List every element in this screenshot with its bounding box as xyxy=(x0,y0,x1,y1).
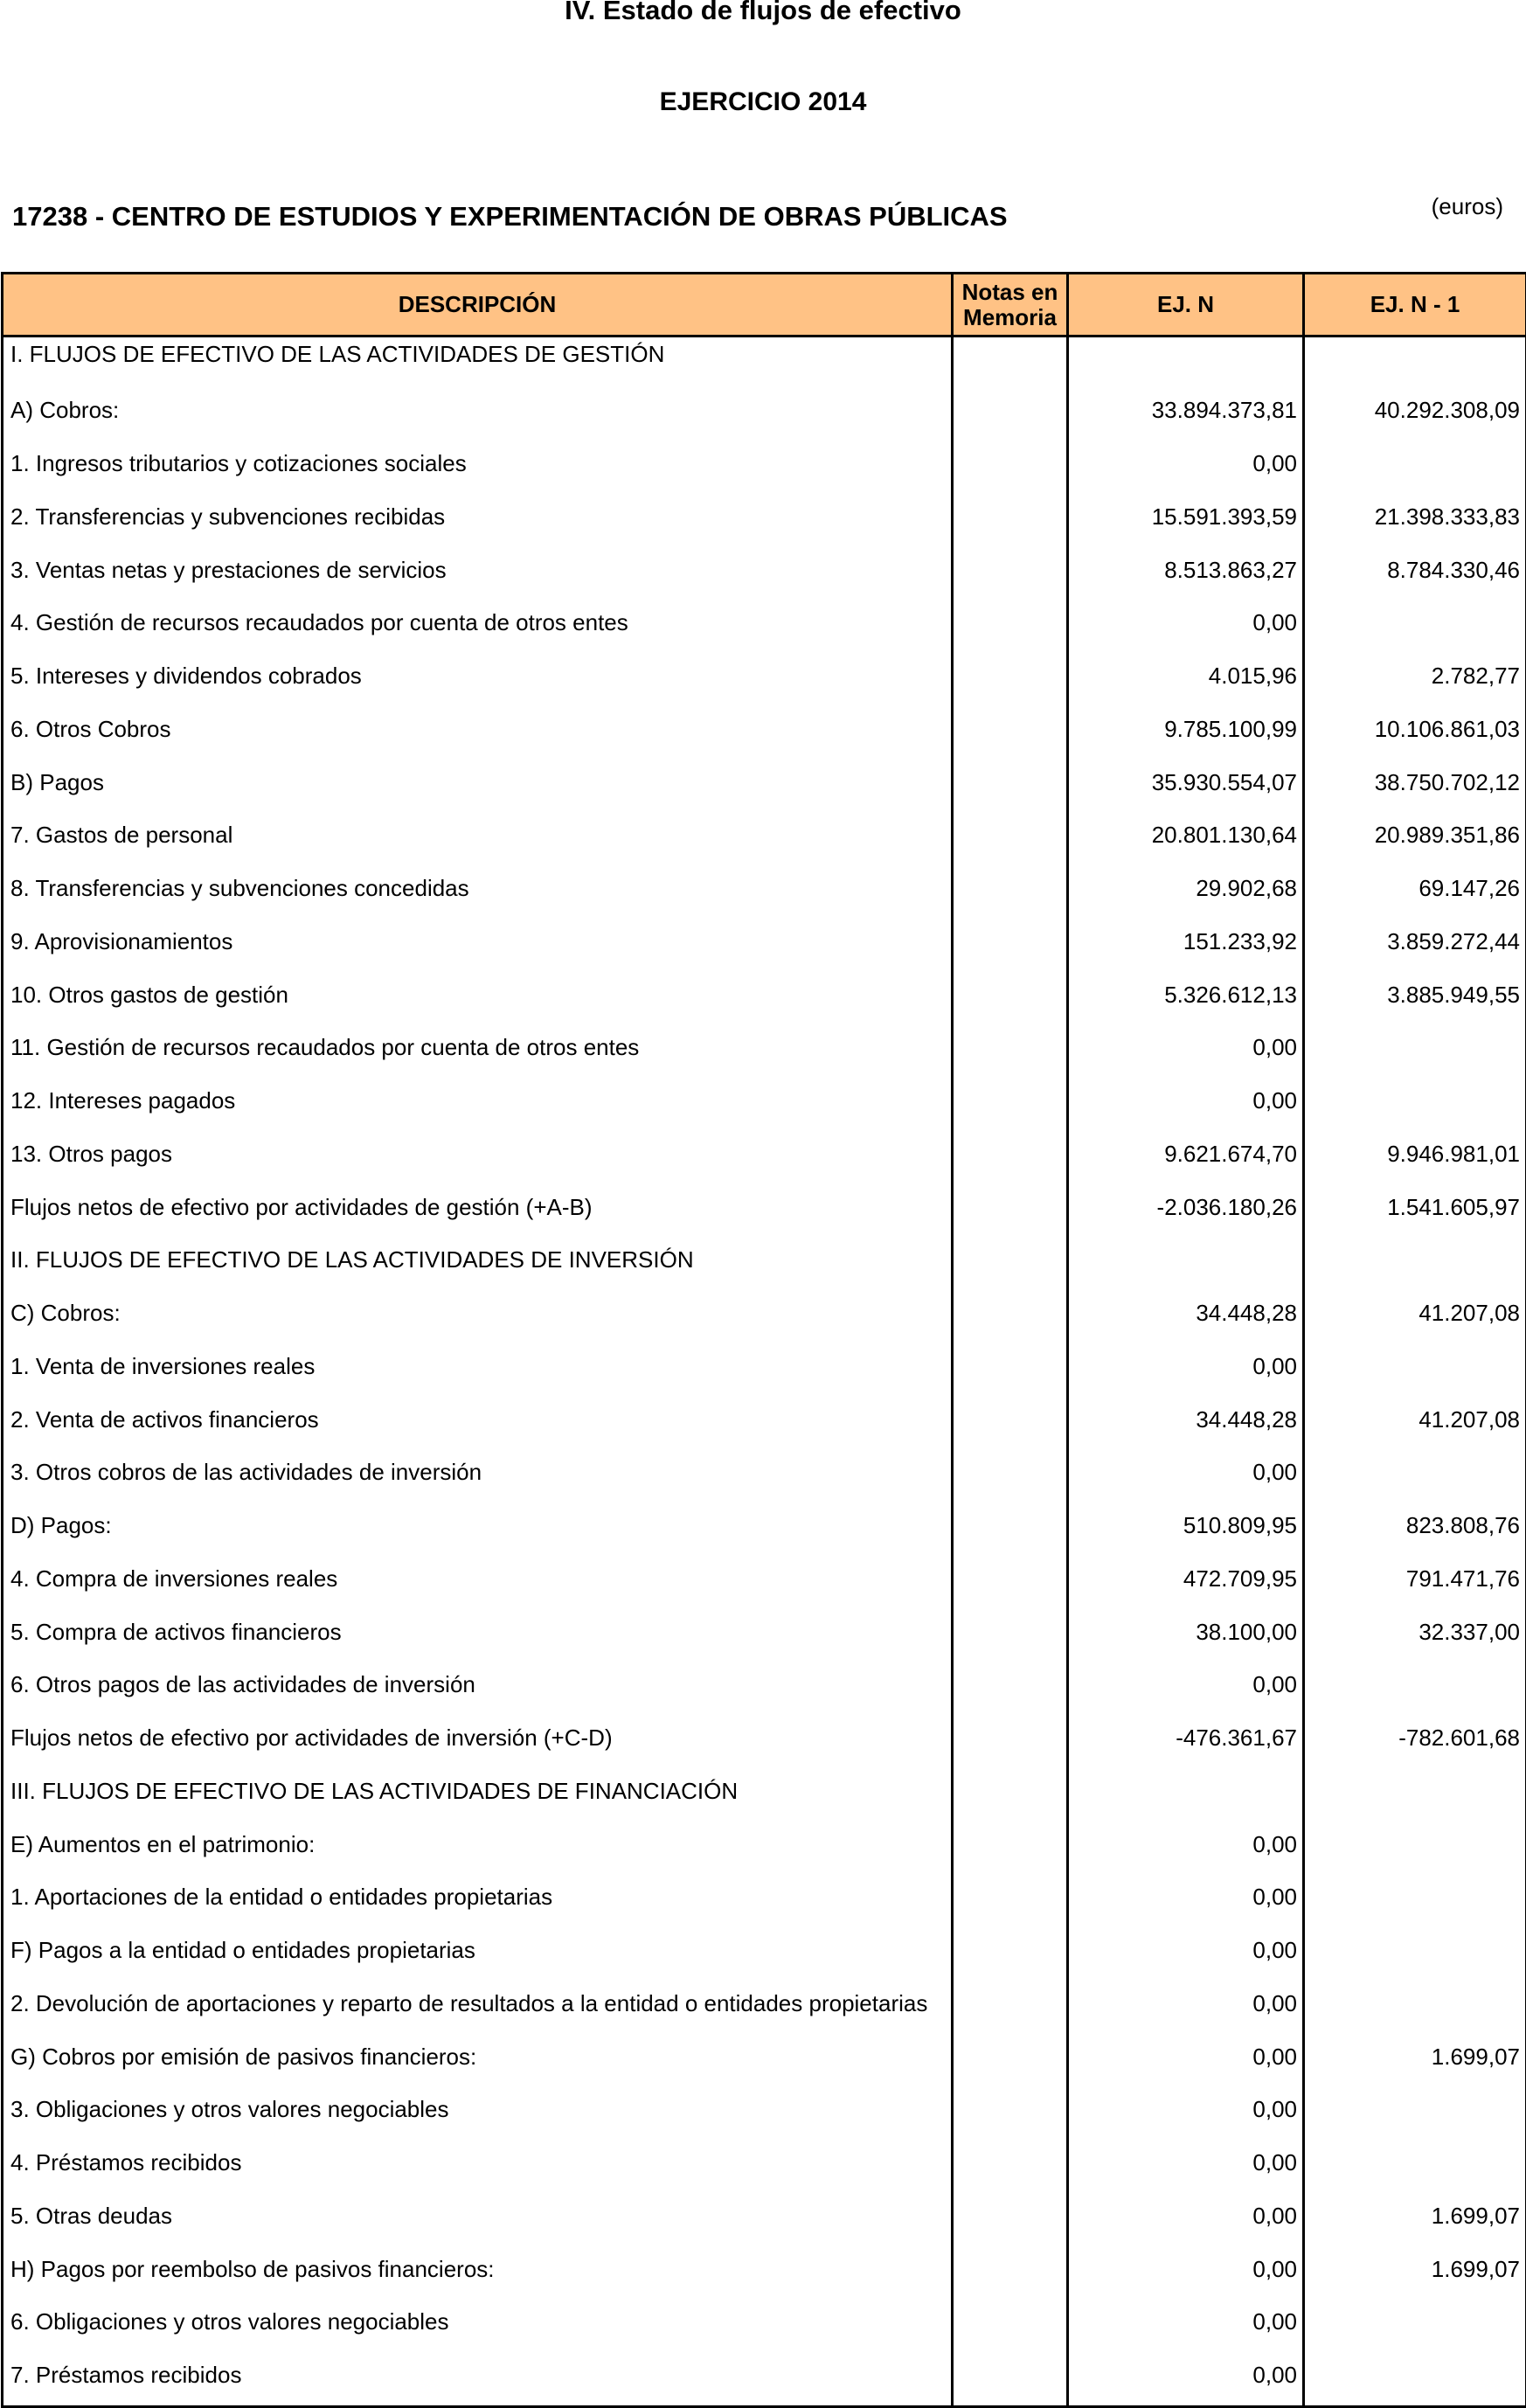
row-notes xyxy=(953,2141,1068,2195)
table-row xyxy=(3,2354,1526,2407)
row-value-prior-year: 32.337,00 xyxy=(1304,1611,1526,1664)
row-description: H) Pagos por reembolso de pasivos financieros: xyxy=(3,2248,953,2301)
row-value-prior-year xyxy=(1304,2141,1526,2195)
row-value-current-year: 9.621.674,70 xyxy=(1068,1133,1304,1186)
row-notes xyxy=(953,1876,1068,1929)
row-value-prior-year xyxy=(1304,1026,1526,1079)
row-value-current-year: 0,00 xyxy=(1068,1345,1304,1398)
row-value-current-year: 15.591.393,59 xyxy=(1068,496,1304,549)
table-row xyxy=(3,761,1526,815)
row-description: E) Aumentos en el patrimonio: xyxy=(3,1823,953,1877)
row-value-current-year: 0,00 xyxy=(1068,1663,1304,1717)
table-row xyxy=(3,2248,1526,2301)
table-row xyxy=(3,2141,1526,2195)
row-notes xyxy=(953,920,1068,974)
row-description: I. FLUJOS DE EFECTIVO DE LAS ACTIVIDADES DE GESTIÓN xyxy=(3,337,953,390)
row-notes xyxy=(953,1770,1068,1823)
row-value-prior-year xyxy=(1304,1239,1526,1292)
table-row xyxy=(3,2195,1526,2248)
table-row xyxy=(3,1982,1526,2036)
column-header-description: DESCRIPCIÓN xyxy=(3,274,953,337)
table-row xyxy=(3,814,1526,867)
table-row xyxy=(3,389,1526,442)
row-description: II. FLUJOS DE EFECTIVO DE LAS ACTIVIDADES DE INVERSIÓN xyxy=(3,1239,953,1292)
row-notes xyxy=(953,1026,1068,1079)
row-notes xyxy=(953,1929,1068,1982)
row-description: 7. Préstamos recibidos xyxy=(3,2354,953,2407)
row-description: 4. Gestión de recursos recaudados por cuenta de otros entes xyxy=(3,601,953,655)
row-notes xyxy=(953,2248,1068,2301)
row-value-prior-year xyxy=(1304,337,1526,390)
column-header-notes-label: Notas en Memoria xyxy=(959,280,1062,330)
table-row xyxy=(3,1292,1526,1345)
row-value-prior-year xyxy=(1304,1451,1526,1504)
row-value-prior-year: 21.398.333,83 xyxy=(1304,496,1526,549)
row-value-prior-year xyxy=(1304,1079,1526,1133)
row-value-current-year: 20.801.130,64 xyxy=(1068,814,1304,867)
row-notes xyxy=(953,1345,1068,1398)
row-notes xyxy=(953,1079,1068,1133)
row-description: 5. Otras deudas xyxy=(3,2195,953,2248)
document-title: IV. Estado de flujos de efectivo xyxy=(0,0,1526,30)
table-row xyxy=(3,655,1526,708)
row-notes xyxy=(953,2195,1068,2248)
row-value-prior-year xyxy=(1304,1663,1526,1717)
row-description: 10. Otros gastos de gestión xyxy=(3,974,953,1027)
row-notes xyxy=(953,2300,1068,2354)
row-value-prior-year: 1.699,07 xyxy=(1304,2195,1526,2248)
row-notes xyxy=(953,814,1068,867)
row-description: 1. Ingresos tributarios y cotizaciones sociales xyxy=(3,442,953,496)
row-value-prior-year: 9.946.981,01 xyxy=(1304,1133,1526,1186)
row-value-prior-year xyxy=(1304,1345,1526,1398)
row-value-prior-year: 10.106.861,03 xyxy=(1304,708,1526,761)
row-notes xyxy=(953,708,1068,761)
row-notes xyxy=(953,1823,1068,1877)
row-notes xyxy=(953,1558,1068,1611)
row-value-prior-year: -782.601,68 xyxy=(1304,1717,1526,1770)
row-notes xyxy=(953,1982,1068,2036)
row-value-prior-year: 3.859.272,44 xyxy=(1304,920,1526,974)
row-description: 6. Obligaciones y otros valores negociables xyxy=(3,2300,953,2354)
row-value-prior-year xyxy=(1304,2354,1526,2407)
row-value-prior-year: 69.147,26 xyxy=(1304,867,1526,920)
row-value-current-year: 29.902,68 xyxy=(1068,867,1304,920)
row-notes xyxy=(953,761,1068,815)
row-notes xyxy=(953,1133,1068,1186)
table-row xyxy=(3,496,1526,549)
row-description: 3. Obligaciones y otros valores negociables xyxy=(3,2088,953,2141)
row-value-prior-year: 2.782,77 xyxy=(1304,655,1526,708)
row-value-prior-year xyxy=(1304,1770,1526,1823)
row-value-prior-year: 823.808,76 xyxy=(1304,1504,1526,1558)
table-row xyxy=(3,1345,1526,1398)
row-notes xyxy=(953,2036,1068,2089)
row-value-current-year: 0,00 xyxy=(1068,601,1304,655)
table-row xyxy=(3,2036,1526,2089)
row-notes xyxy=(953,1611,1068,1664)
row-notes xyxy=(953,1398,1068,1452)
row-description: 2. Transferencias y subvenciones recibidas xyxy=(3,496,953,549)
table-row xyxy=(3,549,1526,602)
currency-units: (euros) xyxy=(1432,191,1503,222)
row-value-current-year: 0,00 xyxy=(1068,1876,1304,1929)
row-notes xyxy=(953,1292,1068,1345)
row-value-current-year: 0,00 xyxy=(1068,2354,1304,2407)
row-value-prior-year xyxy=(1304,1929,1526,1982)
row-value-current-year: 0,00 xyxy=(1068,2195,1304,2248)
table-row xyxy=(3,2300,1526,2354)
column-header-notes xyxy=(953,274,1068,337)
row-value-prior-year: 40.292.308,09 xyxy=(1304,389,1526,442)
row-description: F) Pagos a la entidad o entidades propietarias xyxy=(3,1929,953,1982)
row-value-current-year: 8.513.863,27 xyxy=(1068,549,1304,602)
row-value-current-year: 0,00 xyxy=(1068,2036,1304,2089)
row-description: Flujos netos de efectivo por actividades de inversión (+C-D) xyxy=(3,1717,953,1770)
row-description: 4. Préstamos recibidos xyxy=(3,2141,953,2195)
table-row xyxy=(3,1929,1526,1982)
table-row xyxy=(3,1504,1526,1558)
table-row xyxy=(3,1133,1526,1186)
table-row xyxy=(3,1663,1526,1717)
row-description: 2. Venta de activos financieros xyxy=(3,1398,953,1452)
row-value-prior-year xyxy=(1304,1876,1526,1929)
row-notes xyxy=(953,442,1068,496)
row-value-current-year: 5.326.612,13 xyxy=(1068,974,1304,1027)
row-notes xyxy=(953,1504,1068,1558)
table-row xyxy=(3,601,1526,655)
row-value-current-year: 0,00 xyxy=(1068,1929,1304,1982)
table-row xyxy=(3,337,1526,390)
row-value-current-year: 0,00 xyxy=(1068,1823,1304,1877)
row-value-prior-year xyxy=(1304,601,1526,655)
row-description: 3. Ventas netas y prestaciones de servicios xyxy=(3,549,953,602)
row-value-current-year: 0,00 xyxy=(1068,1026,1304,1079)
row-description: 1. Venta de inversiones reales xyxy=(3,1345,953,1398)
row-value-prior-year: 8.784.330,46 xyxy=(1304,549,1526,602)
row-description: 9. Aprovisionamientos xyxy=(3,920,953,974)
row-value-current-year: 0,00 xyxy=(1068,1451,1304,1504)
row-value-current-year: -2.036.180,26 xyxy=(1068,1186,1304,1239)
table-row xyxy=(3,1079,1526,1133)
table-row xyxy=(3,1398,1526,1452)
row-value-prior-year: 20.989.351,86 xyxy=(1304,814,1526,867)
row-description: 5. Compra de activos financieros xyxy=(3,1611,953,1664)
row-value-current-year: 35.930.554,07 xyxy=(1068,761,1304,815)
row-description: 5. Intereses y dividendos cobrados xyxy=(3,655,953,708)
column-header-prior-year: EJ. N - 1 xyxy=(1304,274,1526,337)
entity-name: 17238 - CENTRO DE ESTUDIOS Y EXPERIMENTACIÓN DE OBRAS PÚBLICAS xyxy=(12,198,1008,236)
row-notes xyxy=(953,2354,1068,2407)
row-description: C) Cobros: xyxy=(3,1292,953,1345)
row-notes xyxy=(953,2088,1068,2141)
row-value-current-year xyxy=(1068,1239,1304,1292)
row-value-current-year: 33.894.373,81 xyxy=(1068,389,1304,442)
row-value-current-year: 34.448,28 xyxy=(1068,1292,1304,1345)
row-notes xyxy=(953,337,1068,390)
row-value-current-year: 4.015,96 xyxy=(1068,655,1304,708)
row-notes xyxy=(953,655,1068,708)
table-row xyxy=(3,1717,1526,1770)
row-value-prior-year: 1.699,07 xyxy=(1304,2036,1526,2089)
row-description: 3. Otros cobros de las actividades de inversión xyxy=(3,1451,953,1504)
row-value-prior-year xyxy=(1304,1982,1526,2036)
row-description: 7. Gastos de personal xyxy=(3,814,953,867)
row-notes xyxy=(953,867,1068,920)
row-value-prior-year xyxy=(1304,2088,1526,2141)
row-value-prior-year: 1.541.605,97 xyxy=(1304,1186,1526,1239)
table-row xyxy=(3,867,1526,920)
row-value-current-year xyxy=(1068,1770,1304,1823)
row-value-current-year: 472.709,95 xyxy=(1068,1558,1304,1611)
table-row xyxy=(3,1823,1526,1877)
row-notes xyxy=(953,1663,1068,1717)
column-header-current-year: EJ. N xyxy=(1068,274,1304,337)
row-notes xyxy=(953,1239,1068,1292)
fiscal-year: EJERCICIO 2014 xyxy=(0,83,1526,121)
row-description: 8. Transferencias y subvenciones concedidas xyxy=(3,867,953,920)
table-row xyxy=(3,1239,1526,1292)
row-value-current-year xyxy=(1068,337,1304,390)
row-value-current-year: 0,00 xyxy=(1068,1079,1304,1133)
row-notes xyxy=(953,1451,1068,1504)
row-value-current-year: 0,00 xyxy=(1068,442,1304,496)
row-value-prior-year: 41.207,08 xyxy=(1304,1292,1526,1345)
row-notes xyxy=(953,601,1068,655)
row-description: 4. Compra de inversiones reales xyxy=(3,1558,953,1611)
table-row xyxy=(3,974,1526,1027)
row-notes xyxy=(953,496,1068,549)
table-row xyxy=(3,2088,1526,2141)
table-row xyxy=(3,1770,1526,1823)
row-description: G) Cobros por emisión de pasivos financieros: xyxy=(3,2036,953,2089)
row-value-prior-year: 3.885.949,55 xyxy=(1304,974,1526,1027)
table-row xyxy=(3,708,1526,761)
row-description: 12. Intereses pagados xyxy=(3,1079,953,1133)
row-value-current-year: 510.809,95 xyxy=(1068,1504,1304,1558)
table-body xyxy=(3,337,1526,2407)
row-description: 2. Devolución de aportaciones y reparto de resultados a la entidad o entidades propietarias xyxy=(3,1982,953,2036)
row-description: B) Pagos xyxy=(3,761,953,815)
table-row xyxy=(3,1026,1526,1079)
row-value-current-year: -476.361,67 xyxy=(1068,1717,1304,1770)
table-row xyxy=(3,1558,1526,1611)
table-row xyxy=(3,1611,1526,1664)
row-value-prior-year xyxy=(1304,1823,1526,1877)
row-description: Flujos netos de efectivo por actividades de gestión (+A-B) xyxy=(3,1186,953,1239)
row-value-current-year: 0,00 xyxy=(1068,2088,1304,2141)
row-value-current-year: 151.233,92 xyxy=(1068,920,1304,974)
row-value-current-year: 0,00 xyxy=(1068,2141,1304,2195)
row-description: 6. Otros pagos de las actividades de inversión xyxy=(3,1663,953,1717)
row-description: A) Cobros: xyxy=(3,389,953,442)
row-description: D) Pagos: xyxy=(3,1504,953,1558)
row-notes xyxy=(953,1717,1068,1770)
row-value-current-year: 0,00 xyxy=(1068,1982,1304,2036)
row-value-current-year: 38.100,00 xyxy=(1068,1611,1304,1664)
row-description: 11. Gestión de recursos recaudados por cuenta de otros entes xyxy=(3,1026,953,1079)
table-row xyxy=(3,1186,1526,1239)
row-description: 6. Otros Cobros xyxy=(3,708,953,761)
row-value-current-year: 34.448,28 xyxy=(1068,1398,1304,1452)
row-value-current-year: 9.785.100,99 xyxy=(1068,708,1304,761)
table-row xyxy=(3,920,1526,974)
table-header-row xyxy=(3,274,1526,337)
row-value-prior-year: 41.207,08 xyxy=(1304,1398,1526,1452)
row-description: 1. Aportaciones de la entidad o entidades propietarias xyxy=(3,1876,953,1929)
row-value-prior-year xyxy=(1304,442,1526,496)
table-row xyxy=(3,1876,1526,1929)
row-value-current-year: 0,00 xyxy=(1068,2300,1304,2354)
cash-flow-table xyxy=(1,272,1526,2408)
row-value-prior-year: 38.750.702,12 xyxy=(1304,761,1526,815)
row-description: 13. Otros pagos xyxy=(3,1133,953,1186)
row-value-prior-year xyxy=(1304,2300,1526,2354)
row-description: III. FLUJOS DE EFECTIVO DE LAS ACTIVIDADES DE FINANCIACIÓN xyxy=(3,1770,953,1823)
row-notes xyxy=(953,549,1068,602)
row-notes xyxy=(953,974,1068,1027)
row-value-prior-year: 1.699,07 xyxy=(1304,2248,1526,2301)
table-row xyxy=(3,1451,1526,1504)
row-value-current-year: 0,00 xyxy=(1068,2248,1304,2301)
row-value-prior-year: 791.471,76 xyxy=(1304,1558,1526,1611)
row-notes xyxy=(953,1186,1068,1239)
table-row xyxy=(3,442,1526,496)
row-notes xyxy=(953,389,1068,442)
